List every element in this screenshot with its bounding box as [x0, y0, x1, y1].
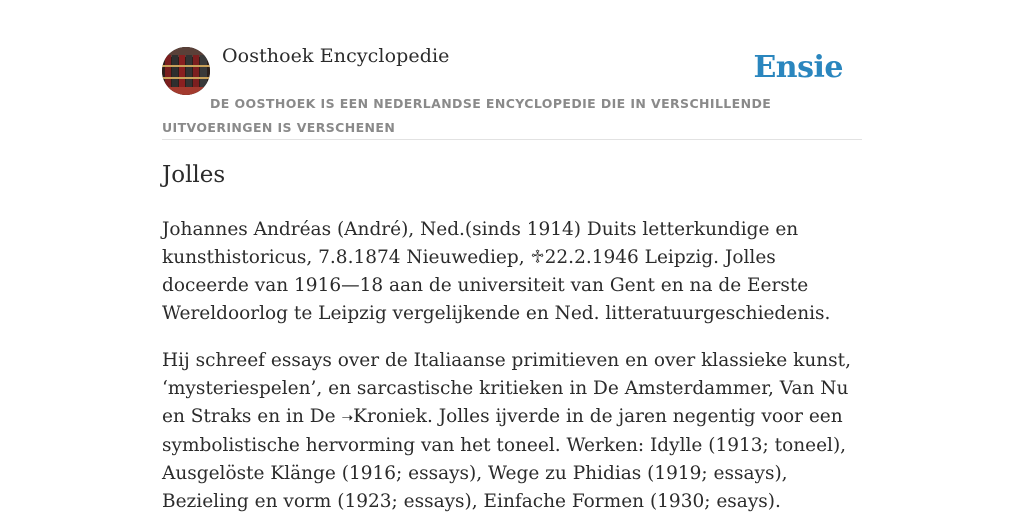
site-header [162, 0, 862, 140]
site-title-link[interactable]: Oosthoek Encyclopedie [222, 45, 450, 67]
paragraph-2-text-after: . Jolles ijverde in de jaren negentig voor een symbolistische hervorming van het toneel. Werken: Idylle (1913; toneel), Ausgelöste Klänge (1916; essays), Wege zu Phidias (1919; essays), Bezieling en vorm (1923; essays), Einfache Formen (1930; esays). [162, 406, 847, 512]
paragraph-2-text-before: Hij schreef essays over de Italiaanse primitieven en over klassieke kunst, ‘mysteriespelen’, en sarcastische kritieken in De Amsterdammer, Van Nu en Straks en in De [162, 350, 851, 427]
main-container [162, 0, 862, 512]
entry-content [162, 216, 862, 512]
encyclopedia-books-icon[interactable] [162, 47, 210, 95]
brand-logo-link[interactable]: Ensie [753, 50, 843, 85]
entry-title: Jolles [162, 162, 226, 188]
crossref-link-label: Kroniek [353, 406, 427, 427]
crossref-link-kroniek[interactable] [341, 406, 427, 427]
paragraph-2 [162, 347, 862, 512]
site-tagline: DE OOSTHOEK IS EEN NEDERLANDSE ENCYCLOPEDIE DIE IN VERSCHILLENDE UITVOERINGEN IS VERSCHENEN [162, 96, 772, 135]
arrow-right-icon: ➝ [341, 410, 354, 426]
paragraph-1: Johannes Andréas (André), Ned.(sinds 1914) Duits letterkundige en kunsthistoricus, 7.8.1874 Nieuwediep, ♱22.2.1946 Leipzig. Jolles doceerde van 1916—18 aan de universiteit van Gent en na de Eerste Wereldoorlog te Leipzig vergelijkende en Ned. litteratuurgeschiedenis. [162, 219, 831, 324]
